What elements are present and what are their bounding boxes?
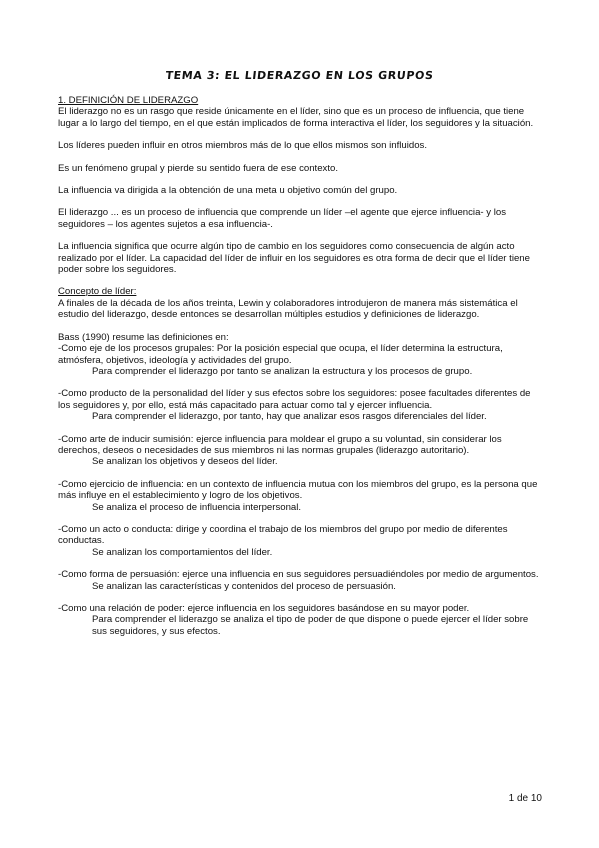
section-heading: 1. DEFINICIÓN DE LIDERAZGO (58, 95, 199, 106)
definition-item: -Como un acto o conducta: dirige y coordina el trabajo de los miembros del grupo por medio de diferentes conductas. (58, 523, 508, 547)
definition-note: Se analizan las características y contenidos del proceso de persuasión. (92, 580, 396, 592)
definition-note: Se analizan los objetivos y deseos del líder. (92, 456, 278, 468)
definition-note: Para comprender el liderazgo por tanto se analizan la estructura y los procesos de grupo. (92, 365, 473, 377)
page-number: 1 de 10 (508, 793, 542, 804)
page-title: TEMA 3: EL LIDERAZGO EN LOS GRUPOS (164, 69, 435, 82)
bass-intro: Bass (1990) resume las definiciones en: (58, 331, 229, 343)
paragraph: A finales de la década de los años treinta, Lewin y colaboradores introdujeron de manera más sistemática el estudio del liderazgo, desde entonces se desarrollan múltiples estudios y definiciones de liderazgo. (58, 297, 518, 321)
paragraph: La influencia va dirigida a la obtención de una meta u objetivo común del grupo. (58, 185, 398, 197)
definition-item: -Como forma de persuasión: ejerce una influencia en sus seguidores persuadiéndoles por medio de argumentos. (58, 569, 539, 581)
paragraph: La influencia significa que ocurre algún tipo de cambio en los seguidores como consecuencia de algún acto realizado por el líder. La capacidad del líder de influir en los seguidores es otra forma de decir que el líder tiene poder sobre los seguidores. (58, 241, 530, 276)
concept-heading: Concepto de líder: (58, 286, 137, 298)
paragraph: Los líderes pueden influir en otros miembros más de lo que ellos mismos son influidos. (58, 140, 428, 152)
definition-item: -Como producto de la personalidad del líder y sus efectos sobre los seguidores: posee facultades diferentes de los seguidores y, por ello, está más capacitado para actuar como tal y ejercer influencia. (58, 388, 531, 411)
definition-item: -Como arte de inducir sumisión: ejerce influencia para moldear el grupo a su voluntad, sin considerar los derechos, deseos o necesidades de sus miembros ni las normas grupales (liderazgo autoritario). (58, 433, 502, 456)
definition-note: Para comprender el liderazgo, por tanto, hay que analizar esos rasgos diferenciales del líder. (92, 411, 487, 423)
paragraph: El liderazgo no es un rasgo que reside únicamente en el líder, sino que es un proceso de influencia, que tiene lugar a lo largo del tiempo, en el que están implicados de forma interactiva el líder, los seguidores y la situación. (58, 106, 534, 129)
paragraph: Es un fenómeno grupal y pierde su sentido fuera de ese contexto. (58, 162, 338, 174)
paragraph: El liderazgo ... es un proceso de influencia que comprende un líder –el agente que ejerce influencia- y los seguidores – los agentes sujetos a esa influencia-. (58, 207, 506, 230)
definition-item: -Como eje de los procesos grupales: Por la posición especial que ocupa, el líder determina la estructura, atmósfera, objetivos, ideología y actividades del grupo. (58, 343, 503, 366)
definition-note: Se analizan los comportamientos del líder. (92, 546, 273, 558)
page-content (58, 95, 543, 637)
definition-note: Para comprender el liderazgo se analiza el tipo de poder de que dispone o puede ejercer el líder sobre sus seguidores, y sus efectos. (92, 614, 529, 637)
definition-item: -Como ejercicio de influencia: en un contexto de influencia mutua con los miembros del grupo, es la persona que más influye en el establecimiento y logro de los objetivos. (58, 478, 538, 502)
definition-item: -Como una relación de poder: ejerce influencia en los seguidores basándose en su mayor poder. (58, 603, 470, 614)
definition-note: Se analiza el proceso de influencia interpersonal. (92, 501, 302, 513)
